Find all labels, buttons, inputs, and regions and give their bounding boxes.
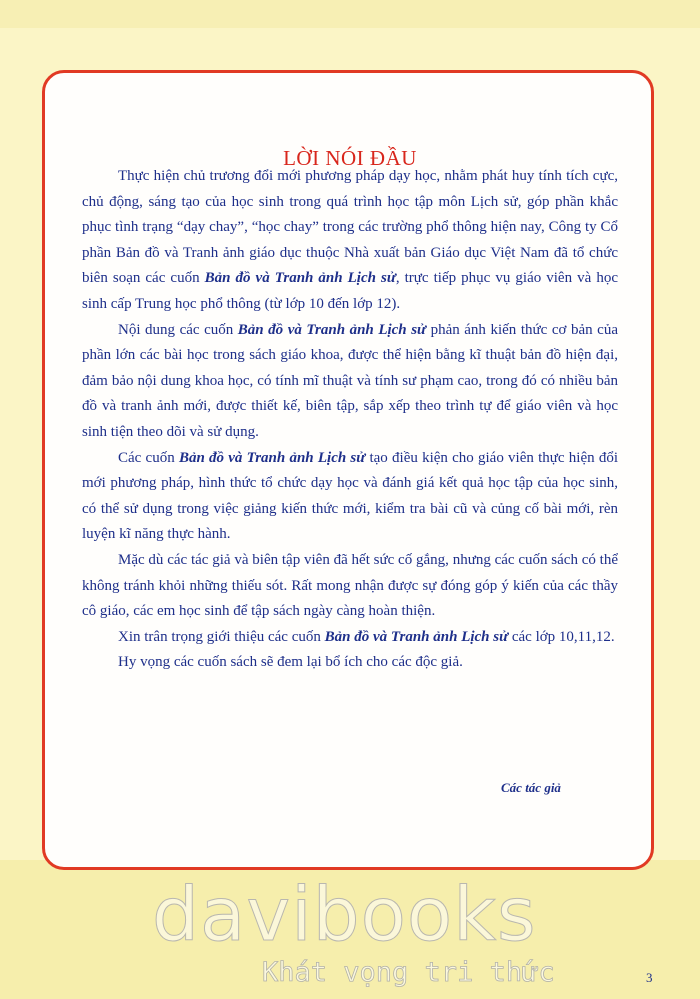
paragraph-2: Nội dung các cuốn Bản đồ và Tranh ảnh Lịch sử phản ánh kiến thức cơ bản của phần lớn các bài học trong sách giáo khoa, được thể hiện bằng kĩ thuật bản đồ hiện đại, đảm bảo nội dung khoa học, có tính mĩ thuật và tính sư phạm cao, trong đó có nhiều bản đồ và tranh ảnh mới, được thiết kế, biên tập, sắp xếp theo trình tự để giáo viên và học sinh tiện theo dõi và sử dụng. bbox=[82, 321, 618, 440]
watermark-tagline: Khát vọng tri thức bbox=[262, 957, 555, 988]
signature: Các tác giả bbox=[501, 780, 561, 795]
paragraph-3: Các cuốn Bản đồ và Tranh ảnh Lịch sử tạo điều kiện cho giáo viên thực hiện đổi mới phương pháp, hình thức tổ chức dạy học và đánh giá kết quả học tập của học sinh, có thể sử dụng trong việc giảng kiến thức mới, kiểm tra bài cũ và củng cố bài mới, rèn luyện kĩ năng thực hành. bbox=[82, 449, 618, 543]
paragraph-6: Hy vọng các cuốn sách sẽ đem lại bổ ích cho các độc giả. bbox=[118, 654, 463, 671]
preface-body bbox=[82, 164, 618, 676]
top-background-band bbox=[0, 0, 700, 28]
paragraph-1: Thực hiện chủ trương đổi mới phương pháp dạy học, nhằm phát huy tính tích cực, chủ động, sáng tạo của học sinh trong quá trình học tập môn Lịch sử, góp phần khắc phục tình trạng “dạy chay”, “học chay” trong các trường phổ thông hiện nay, Công ty Cổ phần Bản đồ và Tranh ảnh giáo dục thuộc Nhà xuất bản Giáo dục Việt Nam đã tổ chức biên soạn các cuốn Bản đồ và Tranh ảnh Lịch sử, trực tiếp phục vụ giáo viên và học sinh cấp Trung học phổ thông (từ lớp 10 đến lớp 12). bbox=[82, 168, 618, 312]
paragraph-4: Mặc dù các tác giả và biên tập viên đã hết sức cố gắng, nhưng các cuốn sách có thể không tránh khỏi những thiếu sót. Rất mong nhận được sự đóng góp ý kiến của các thầy cô giáo, các em học sinh để tập sách ngày càng hoàn thiện. bbox=[82, 551, 618, 620]
watermark-logo: davibooks bbox=[152, 872, 537, 958]
page-title: LỜI NÓI ĐẦU bbox=[283, 146, 417, 170]
watermark bbox=[0, 872, 700, 995]
paragraph-5: Xin trân trọng giới thiệu các cuốn Bản đồ và Tranh ảnh Lịch sử các lớp 10,11,12. bbox=[118, 628, 615, 645]
page-number: 3 bbox=[646, 970, 653, 985]
